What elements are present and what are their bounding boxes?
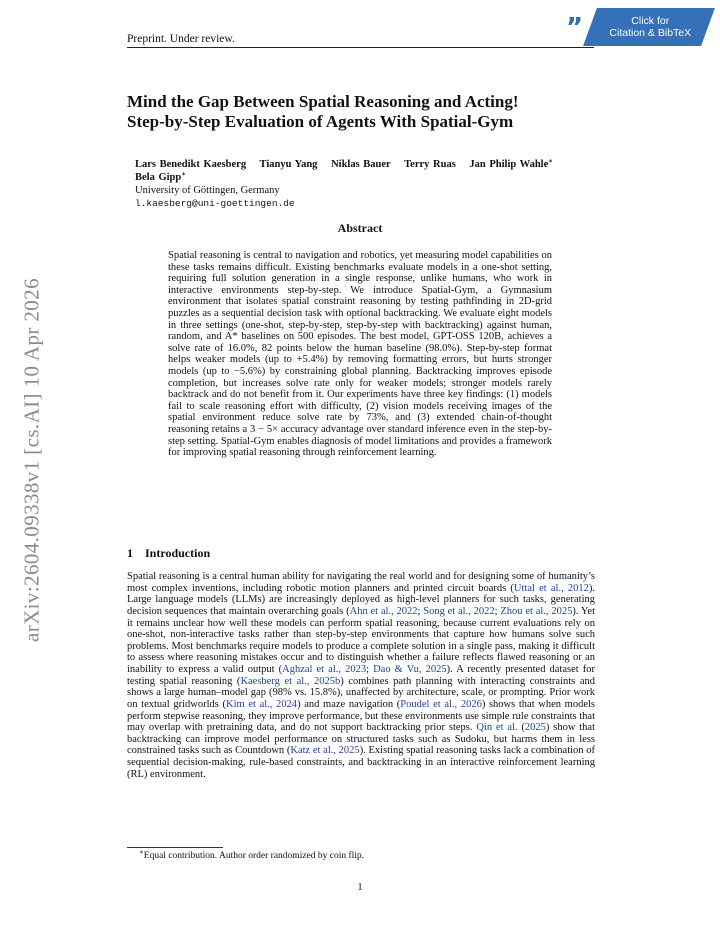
abstract-text: Spatial reasoning is central to navigation and robotics, yet measuring model capabilities on these tasks remains difficult. Existing benchmarks evaluate models in a one-shot setting, requiring full solution generation in a single response, unlike humans, who work in interactive environments step-by-step. We introduce Spatial-Gym, a Gymnasium environment that isolates spatial constraint reasoning by testing pathfinding in 2D-grid puzzles as a sequential decision task with optional backtracking. We evaluate eight models in three settings (one-shot, step-by-step, step-by-step with backtracking) against human, random, and A* baselines on 500 episodes. The best model, GPT-OSS 120B, achieves a solve rate of 16.0%, 82 points below the human baseline (98.0%). Step-by-step format helps weaker models (up to +5.4%) by removing formatting errors, but hurts stronger models (up to −5.6%) by constraining global planning. Backtracking improves episode completion, but increases solve rate only for weaker models; stronger models rarely backtrack and do not benefit from it. Our experiments have three key findings: (1) models fail to scale reasoning effort with difficulty, (2) vision models receiving images of the spatial environment reduce solve rate by 73%, and (3) extended chain-of-thought reasoning retains a 3 − 5× accuracy advantage over standard inference even in the step-by-step setting. Spatial-Gym enables diagnosis of model limitations and provides a framework for improving spatial reasoning through reinforcement learning. [168,250,552,459]
author-name: Niklas Bauer [331,159,391,170]
author-name-with-marker [469,159,553,170]
intro-text-run: ; [494,605,501,617]
page-number: 1 [357,882,363,893]
author-block [135,158,605,210]
citation-link[interactable]: 2025 [524,722,546,734]
intro-text-run: ) shows that when models perform stepwise reasoning, they improve performance, but these environments use simple rule constraints that may overlap with pretraining data, and do not support backtracking prior steps. [127,698,596,734]
footnote-marker: ∗ [139,848,144,856]
citation-link[interactable]: Uttal et al., 2012 [513,582,589,594]
citation-link[interactable]: Dao & Vu, 2025 [373,664,447,675]
title-line-2: Step-by-Step Evaluation of Agents With Spatial-Gym [127,112,514,131]
intro-text-run: ). Yet it remains unclear how well these models can perform spatial reasoning, because current evaluations rely on one-shot, non-interactive tasks rather than step-by-step environments that capture how humans solve such problems. Most benchmarks require models to produce a complete solution in a single pass, making it difficult to assess where reasoning mistakes occur and to distinguish whether a failure reflects flawed reasoning or an inability to express a valid output ( [127,605,595,675]
header-rule [127,47,594,48]
author-name: Jan Philip Wahle [469,159,549,170]
intro-text-run: ) combines path planning with interacting constraints and shows a large human–model gap (98% vs. 15.8%), unaffected by architecture, scale, or prompting. Prior work on textual gridworlds ( [127,675,595,710]
author-name: Terry Ruas [404,159,456,170]
quote-icon[interactable]: ” [566,13,584,43]
intro-text-run: ). Large language models (LLMs) are increasingly deployed as high-level planners for such tasks, generating decision sequences that maintain overarching goals ( [127,582,595,617]
section-number: 1 [127,546,133,560]
citation-link[interactable]: Kaesberg et al., 2025b [240,675,341,687]
citation-link[interactable]: Poudel et al., 2026 [400,698,482,710]
author-name-with-marker [135,172,186,183]
citation-link[interactable]: Song et al., 2022 [423,605,495,617]
intro-text-run: ; [366,664,374,675]
section-title: Introduction [145,546,211,560]
intro-text-run: ). A recently presented dataset for testing spatial reasoning ( [127,664,595,687]
citation-link[interactable]: Kim et al., 2024 [226,698,298,710]
intro-text-run: ). Existing spatial reasoning tasks lack a combination of sequential decision-making, rule-based constraints, and backtracking in an interactive reinforcement learning (RL) environment. [127,745,595,780]
arxiv-identifier: arXiv:2604.09338v1 [cs.AI] 10 Apr 2026 [19,278,44,642]
intro-text-run: Spatial reasoning is a central human ability for navigating the real world and for designing some of humanity’s most complex inventions, including robotic motion planners and printed circuit boards ( [127,571,595,594]
intro-text-run: ) and maze navigation ( [297,698,401,710]
citation-link[interactable]: Qin et al. [476,722,518,734]
citation-button-line1: Click for [631,15,670,27]
author-name: Bela Gipp [135,172,182,183]
intro-text-run: ; [417,605,424,617]
intro-text-run: ) show that backtracking can improve model performance on structured tasks such as Sudoku, but harms them in less constrained tasks such as Countdown ( [127,722,595,757]
intro-text-run: ( [517,722,525,734]
footnote [139,848,365,861]
author-name: Tianyu Yang [259,159,318,170]
title-line-1: Mind the Gap Between Spatial Reasoning and Acting! [127,92,519,111]
citation-link[interactable]: Ahn et al., 2022 [349,605,418,617]
affiliation: University of Göttingen, Germany [135,185,280,196]
introduction-paragraph [127,571,595,780]
author-email: l.kaesberg@uni-goettingen.de [135,198,295,209]
citation-link[interactable]: Zhou et al., 2025 [500,605,573,617]
running-header: Preprint. Under review. [127,33,235,45]
abstract-heading: Abstract [337,221,383,235]
section-heading-introduction [127,546,210,561]
paper-title [127,92,597,132]
citation-button-line2: Citation & BibTeX [609,27,692,39]
author-name: Lars Benedikt Kaesberg [135,159,247,170]
author-names-line-1 [135,158,605,171]
citation-bibtex-button[interactable] [583,8,715,46]
citation-link[interactable]: Aghzal et al., 2023 [282,664,367,675]
footnote-text: Equal contribution. Author order randomized by coin flip. [143,851,365,861]
author-names-line-2 [135,171,605,184]
equal-contribution-marker: ∗ [548,157,554,165]
citation-link[interactable]: Katz et al., 2025 [290,745,360,757]
equal-contribution-marker: ∗ [181,170,187,178]
